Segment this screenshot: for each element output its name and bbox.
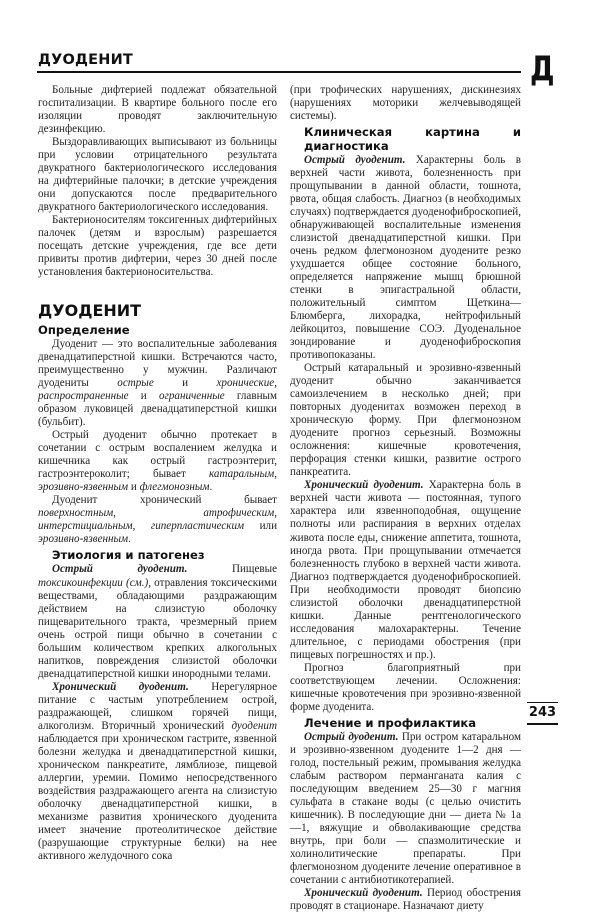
right-column: [290, 84, 521, 913]
page-number-box: [527, 702, 558, 725]
running-title: ДУОДЕНИТ: [38, 52, 134, 68]
paragraph-clinical-chronic: Хронический дуоденит. Характерна боль в верхней части живота — постоянная, тупого характера или язвенноподобная, ощущение полноты или распирания в верхних отделах живота после еды, снижение аппетита, тошнота, иногда рвота. При прощупывании отмечается болезненность глубоко в верхней части живота. Диагноз подтверждается дуоденофиброскопией. При необходимости проводят биопсию слизистой оболочки двенадцатиперстной кишки. Данные рентгенологического исследования малохарактерны. Течение длительное, с периодами обострения (при пищевых погрешностях и пр.).: [290, 479, 522, 661]
paragraph-treatment-chronic: Хронический дуоденит. Период обострения проводят в стационаре. Назначают диету: [290, 886, 521, 912]
left-column: [38, 84, 277, 863]
section-heading-etiology: Этиология и патогенез: [52, 548, 205, 563]
run-in-heading: Острый дуоденит.: [304, 730, 399, 743]
paragraph-clinical-acute-outcome: Острый катаральный и эрозивно-язвенный дуоденит обычно заканчивается самоизлечением в несколько дней; при повторных дуоденитах возможен переход в хроническую форму. При флегмонозном дуодените прогноз серьезный. Возможны осложнения: кишечные кровотечения, перфорация стенки кишки, развитие острого панкреатита.: [290, 362, 521, 479]
paragraph-etiology-chronic: Хронический дуоденит. Нерегулярное питание с частым употреблением острой, раздражающей, слишком горячей пищи, алкоголизм. Вторичный хронический дуоденит наблюдается при хроническом гастрите, язвенной болезни желудка и двенадцатиперстной кишки, хроническом панкреатите, лямблиозе, пищевой аллергии, уремии. Помимо непосредственного воздействия раздражающего агента на слизистую оболочку двенадцатиперстной кишки, в механизме развития хронического дуоденита имеет значение протеолитическое действие (разрушающие структурные белки) на нее активного желудочного сока: [38, 680, 277, 862]
paragraph-chronic-forms: Дуоденит хронический бывает поверхностным, атрофическим, интерстициальным, гиперпластическим или эрозивно-язвенным.: [38, 494, 278, 546]
section-heading-treatment: Лечение и профилактика: [304, 715, 477, 730]
paragraph: Бактерионосителям токсигенных дифтерийных палочек (детям и взрослым) разрешается посещать детские учреждения, где все дети привиты против дифтерии, через 30 дней после установления бактерионосительства.: [38, 214, 277, 279]
section-heading-definition: Определение: [38, 323, 130, 338]
run-in-heading: Хронический дуоденит.: [52, 680, 189, 693]
paragraph-clinical-acute: Острый дуоденит. Характерны боль в верхней части живота, болезненность при прощупывании в данной области, тошнота, рвота, общая слабость. Диагноз (в необходимых случаях) подтверждается дуоденофиброскопией, обнаруживающей воспалительные изменения слизистой двенадцатиперстной кишки. При очень редком флегмонозном дуодените резко ухудшается общее состояние больного, определяется напряжение мышц брюшной стенки в эпигастральной области, положительный симптом Щеткина—Блюмберга, лихорадка, нейтрофильный лейкоцитоз, повышение СОЭ. Дуоденальное зондирование и дуоденофиброскопия противопоказаны.: [290, 154, 522, 362]
paragraph: Больные дифтерией подлежат обязательной госпитализации. В квартире больного после его изоляции проводят заключительную дезинфекцию.: [38, 84, 277, 136]
paragraph-prognosis: Прогноз благоприятный при соответствующем лечении. Осложнения: кишечные кровотечения при эрозивно-язвенной форме дуоденита.: [290, 661, 521, 713]
paragraph-etiology-acute: Острый дуоденит. Пищевые токсикоинфекции (см.), отравления токсическими веществами, обладающими раздражающим действием на слизистую оболочку пищеварительного тракта, чрезмерный прием очень острой пищи обычно в сочетании с большим количеством крепких алкогольных напитков, повреждения слизистой оболочки двенадцатиперстной кишки инородными телами.: [38, 563, 277, 680]
paragraph-acute-forms: Острый дуоденит обычно протекает в сочетании с острым воспалением желудка и кишечника как острый гастроэнтерит, гастроэнтероколит; бывает катаральным, эрозивно-язвенным и флегмонозным.: [38, 429, 277, 494]
article-title: ДУОДЕНИТ: [38, 301, 142, 321]
run-in-heading: Острый дуоденит.: [304, 154, 406, 167]
paragraph-definition: Дуоденит — это воспалительные заболевания двенадцатиперстной кишки. Встречаются часто, преимущественно у мужчин. Различают дуодениты острые и хронические, распространенные и ограниченные главным образом луковицей двенадцатиперстной кишки (бульбит).: [38, 338, 278, 429]
section-heading-clinical: Клиническая картина и диагностика: [304, 125, 521, 154]
paragraph: Выздоравливающих выписывают из больницы при условии отрицательного результата двукратного бактериологического исследования на дифтерийные палочки; в детские учреждения они допускаются после предварительного двукратного бактериологического исследования.: [38, 136, 277, 214]
page-number: 243: [528, 705, 557, 721]
paragraph-treatment-acute: Острый дуоденит. При остром катаральном и эрозивно-язвенном дуодените 1—2 дня — голод, постельный режим, промывания желудка слабым раствором перманганата калия с последующим введением 25—30 г магния сульфата в стакане воды (с целью очистить кишечник). В последующие дни — диета № 1а—1, вяжущие и обволакивающие средства внутрь, при боли — спазмолитические и холинолитические препараты. При флегмонозном дуодените лечение оперативное в сочетании с антибиотикотерапией.: [290, 730, 522, 886]
run-in-heading: Хронический дуоденит.: [304, 479, 424, 492]
page-number-rule-bottom: [527, 723, 558, 724]
header-rule: [37, 71, 521, 73]
paragraph-continuation: (при трофических нарушениях, дискинезиях (нарушениях моторики желчевыводящей системы).: [290, 84, 521, 123]
cross-reference: токсикоинфекции (см.): [38, 576, 149, 589]
run-in-heading: Хронический дуоденит.: [304, 886, 423, 899]
alphabet-letter-tab: Д: [530, 49, 555, 89]
run-in-heading: Острый дуоденит.: [52, 563, 188, 576]
